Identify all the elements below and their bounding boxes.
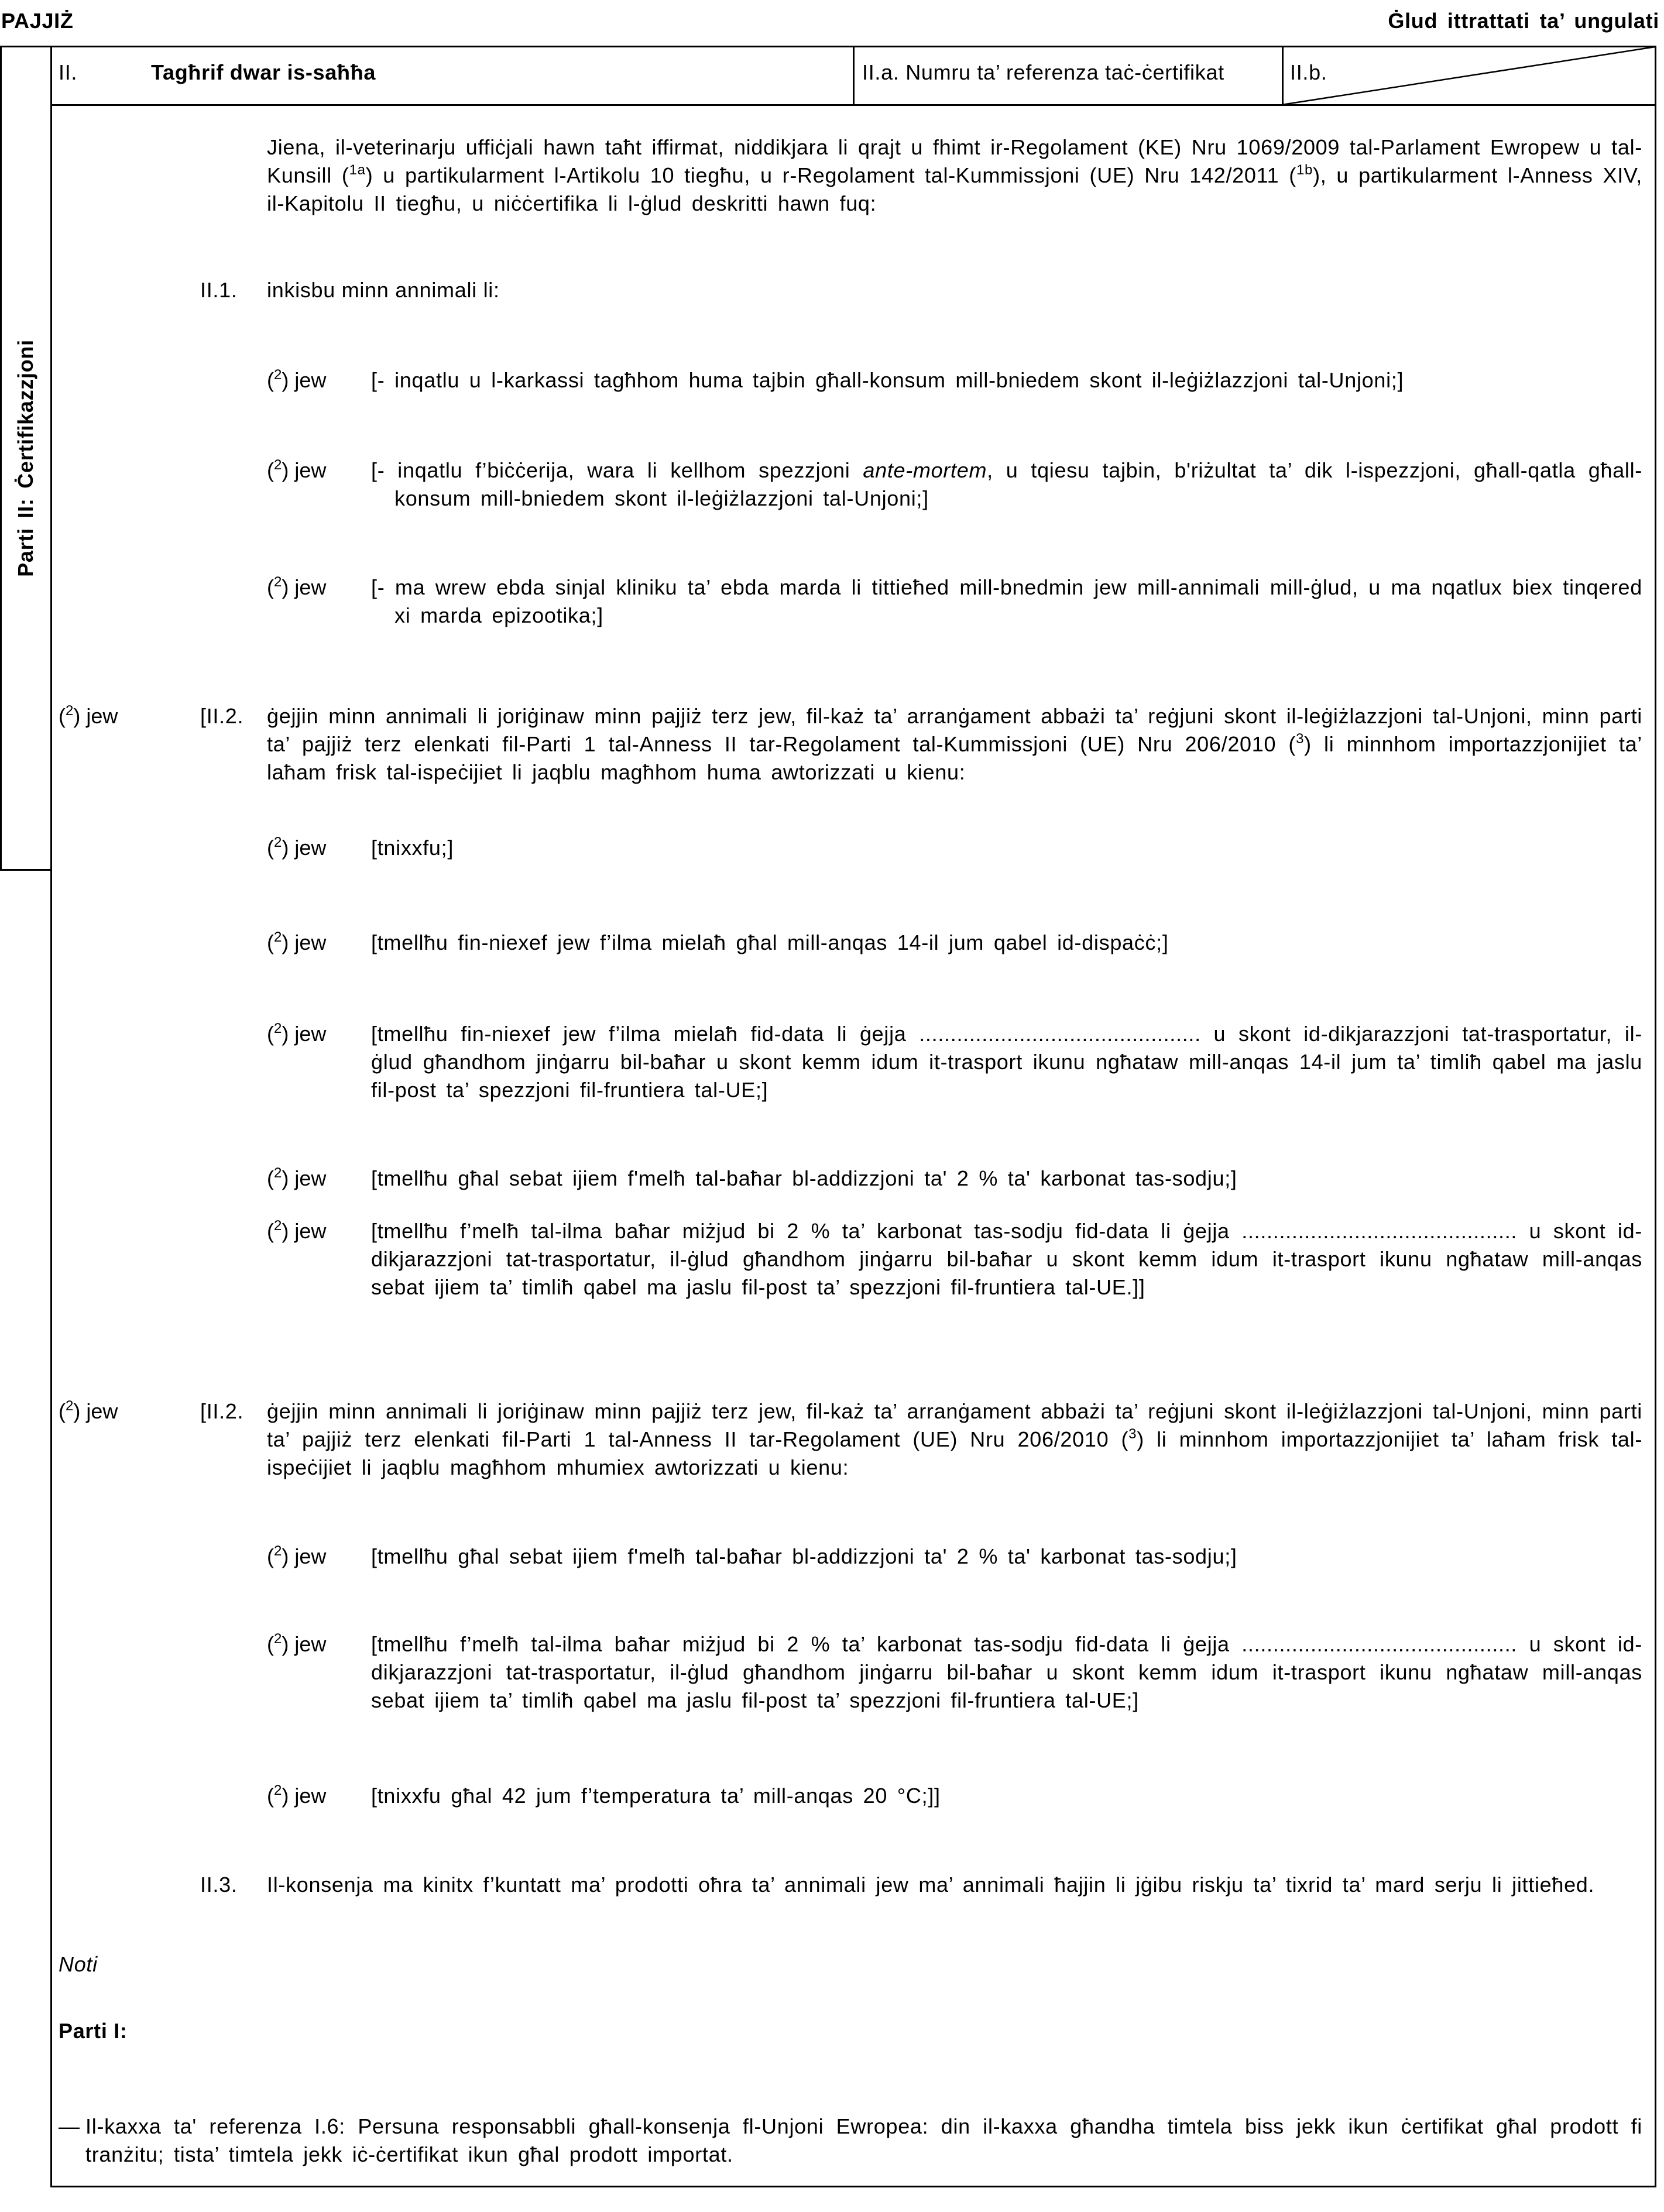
iib-label: II.b. [1290, 60, 1327, 84]
ii2-second-option: [tmellħu għal sebat ijiem f'melħ tal-baħar bl-addizzjoni ta' 2 % ta' karbonat tas-sodju;] [371, 1544, 1237, 1568]
ii2-second-number: [II.2. [200, 1399, 244, 1423]
notes-title: Noti [59, 1952, 98, 1976]
ii2-first-number: [II.2. [200, 704, 244, 728]
ii1-option-2: [- inqatlu f’biċċerija, wara li kellhom spezzjoni ante-mortem, u tqiesu tajbin, b'riżultat ta’ dik l-ispezzjoni, għall-qatla għall-konsum mill-bniedem skont il-leġiżlazzjoni tal-Unjoni;] [371, 458, 1642, 510]
side-label: Parti II: Ċertifikazzjoni [13, 339, 37, 577]
ii2-second-option: [tmellħu f’melħ tal-ilma baħar miżjud bi 2 % ta’ karbonat tas-sodju fid-data li ġejja ............................................ u skont id-dikjarazzjoni tat-trasportatur, il-ġlud għandhom jinġarru bil-baħar u skont kemm idum it-trasport ikunu ngħataw mill-anqas sebat ijiem ta’ timliħ qabel ma jaslu fil-post ta’ spezzjoni fil-fruntiera tal-UE;] [371, 1632, 1642, 1712]
or-prefix: ($^2$) jew [267, 367, 327, 392]
or-prefix: ($^2$) jew [59, 1398, 118, 1423]
ii2-first-option: [tmellħu fin-niexef jew f’ilma mielaħ għal mill-anqas 14-il jum qabel id-dispaċċ;] [371, 930, 1169, 954]
notes-part-i-label: Parti I: [59, 2019, 128, 2043]
ii3-text: Il-konsenja ma kinitx f’kuntatt ma’ prodotti oħra ta’ annimali jew ma’ annimali ħajjin li jġibu riskju ta’ tixrid ta’ mard serju li jittieħed. [267, 1873, 1595, 1897]
or-prefix: ($^2$) jew [267, 1165, 327, 1190]
note-bullet-text: Il-kaxxa ta' referenza I.6: Persuna responsabbli għall-konsenja fl-Unjoni Ewropea: din il-kaxxa għandha timtela biss jekk ikun ċertifikat għal prodott fi tranżitu; tista’ timtela jekk iċ-ċertifikat ikun għal prodott importat. [85, 2114, 1642, 2166]
or-prefix: ($^2$) jew [267, 1218, 327, 1243]
country-label: PAJJIŻ [1, 9, 74, 33]
ii1-text: inkisbu minn annimali li: [267, 278, 500, 302]
or-prefix: ($^2$) jew [267, 1782, 327, 1808]
section-title: Tagħrif dwar is-saħħa [151, 60, 376, 84]
ii2-first-option: [tmellħu f’melħ tal-ilma baħar miżjud bi 2 % ta’ karbonat tas-sodju fid-data li ġejja ............................................ u skont id-dikjarazzjoni tat-trasportatur, il-ġlud għandhom jinġarru bil-baħar u skont kemm idum it-trasport ikunu ngħataw mill-anqas sebat ijiem ta’ timliħ qabel ma jaslu fil-post ta’ spezzjoni fil-fruntiera tal-UE.]] [371, 1219, 1642, 1299]
note-bullet-dash: — [59, 2114, 80, 2138]
or-prefix: ($^2$) jew [267, 1021, 327, 1046]
or-prefix: ($^2$) jew [267, 1543, 327, 1568]
ii2-first-text: ġejjin minn annimali li joriġinaw minn pajjiż terz jew, fil-każ ta’ arranġament abbażi ta’ reġjuni skont il-leġiżlazzjoni tal-Unjoni, minn parti ta’ pajjiż terz elenkati fil-Parti 1 tal-Anness II tar-Regolament tal-Kummissjoni (UE) Nru 206/2010 ($^3$) li minnhom importazzjonijiet ta’ laħam frisk tal-ispeċijiet li jaqblu magħhom huma awtorizzati u kienu: [267, 704, 1642, 784]
or-prefix: ($^2$) jew [267, 1631, 327, 1656]
section-number: II. [59, 60, 78, 84]
ii2-second-option: [tnixxfu għal 42 jum f’temperatura ta’ mill-anqas 20 °C;]] [371, 1784, 941, 1808]
frame-bottom-line [50, 2186, 1656, 2187]
ii3-number: II.3. [200, 1873, 238, 1897]
or-prefix: ($^2$) jew [267, 574, 327, 599]
ii1-number: II.1. [200, 278, 238, 302]
ii2-first-option: [tnixxfu;] [371, 836, 454, 860]
frame-right-line [1655, 46, 1656, 2187]
or-prefix: ($^2$) jew [59, 703, 118, 728]
top-row-divider-1 [853, 46, 855, 106]
ii1-option-1: [- inqatlu u l-karkassi tagħhom huma tajbin għall-konsum mill-bniedem skont il-leġiżlazzjoni tal-Unjoni;] [371, 368, 1404, 392]
or-prefix: ($^2$) jew [267, 457, 327, 482]
ii2-second-text: ġejjin minn annimali li joriġinaw minn pajjiż terz jew, fil-każ ta’ arranġament abbażi ta’ reġjuni skont il-leġiżlazzjoni tal-Unjoni, minn parti ta’ pajjiż terz elenkati fil-Parti 1 tal-Anness II tar-Regolament (UE) Nru 206/2010 ($^3$) li minnhom importazzjonijiet ta’ laħam frisk tal-ispeċijiet li jaqblu magħhom mhumiex awtorizzati u kienu: [267, 1399, 1643, 1479]
reference-number-label: II.a. Numru ta’ referenza taċ-ċertifikat [862, 60, 1224, 84]
ii1-option-3: [- ma wrew ebda sinjal kliniku ta’ ebda marda li tittieħed mill-bnedmin jew mill-annimali mill-ġlud, u ma nqatlux biex tinqered xi marda epizootika;] [371, 575, 1642, 627]
or-prefix: ($^2$) jew [267, 929, 327, 954]
or-prefix: ($^2$) jew [267, 834, 327, 860]
crossed-out-cell [1282, 46, 1656, 106]
ii2-first-option: [tmellħu fin-niexef jew f’ilma mielaħ fid-data li ġejja ............................................. u skont id-dikjarazzjoni tat-trasportatur, il-ġlud għandhom jinġarru bil-baħar u skont kemm idum it-trasport ikunu ngħataw mill-anqas 14-il jum ta’ timliħ qabel ma jaslu fil-post ta’ spezzjoni fil-fruntiera tal-UE;] [371, 1022, 1642, 1102]
document-title: Ġlud ittrattati ta’ ungulati [1388, 9, 1659, 33]
intro-declaration: Jiena, il-veterinarju uffiċjali hawn taħt iffirmat, niddikjara li qrajt u fhimt ir-Regolament (KE) Nru 1069/2009 tal-Parlament Ewropew u tal-Kunsill ($^{1a}$) u partikularment l-Artikolu 10 tiegħu, u r-Regolament tal-Kummissjoni (UE) Nru 142/2011 ($^{1b}$), u partikularment l-Anness XIV, il-Kapitolu II tiegħu, u niċċertifika li l-ġlud deskritti hawn fuq: [267, 135, 1643, 215]
ii2-first-option: [tmellħu għal sebat ijiem f'melħ tal-baħar bl-addizzjoni ta' 2 % ta' karbonat tas-sodju;] [371, 1166, 1237, 1190]
